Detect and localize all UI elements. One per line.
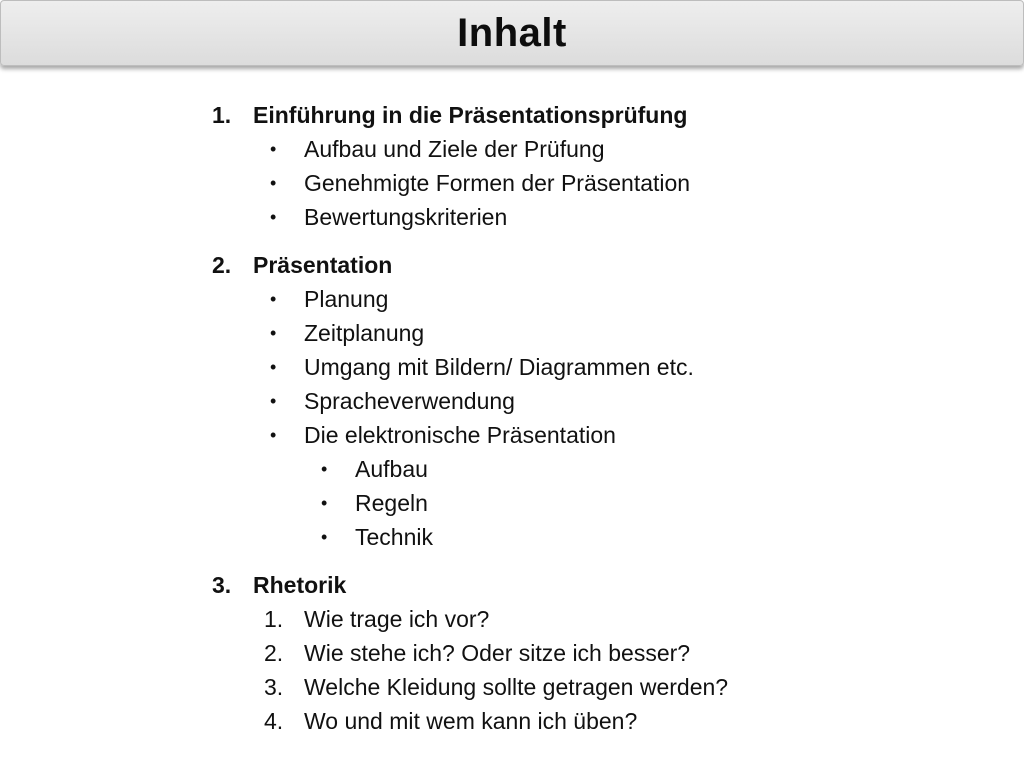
bullet-marker: • [270, 207, 277, 227]
section-heading [212, 568, 912, 602]
bullet-marker: • [270, 357, 277, 377]
section-heading [212, 248, 912, 282]
bullet-marker: • [270, 289, 277, 309]
section-title: Einführung in die Präsentationsprüfung [253, 102, 688, 128]
title-bar [0, 0, 1024, 66]
list-item-text: Bewertungskriterien [304, 204, 508, 230]
list-item-text: Wo und mit wem kann ich üben? [304, 708, 638, 734]
bullet-marker: • [321, 459, 328, 479]
bullet-marker: • [321, 493, 328, 513]
list-item [212, 384, 912, 418]
bullet-marker: • [270, 391, 277, 411]
section-title: Präsentation [253, 252, 393, 278]
sub-list-item-text: Aufbau [355, 456, 428, 482]
list-item [212, 418, 912, 452]
sub-list-item [212, 486, 912, 520]
list-item [212, 132, 912, 166]
bullet-marker: • [270, 323, 277, 343]
sub-list-item [212, 452, 912, 486]
list-item-text: Wie trage ich vor? [304, 606, 490, 632]
section-introduction [212, 98, 912, 234]
section-heading [212, 98, 912, 132]
list-item [212, 670, 912, 704]
section-presentation [212, 248, 912, 554]
section-number: 3. [212, 572, 232, 598]
list-item-text: Genehmigte Formen der Präsentation [304, 170, 691, 196]
list-item-text: Welche Kleidung sollte getragen werden? [304, 674, 729, 700]
item-number: 2. [264, 640, 284, 666]
list-item-text: Zeitplanung [304, 320, 425, 346]
section-number: 2. [212, 252, 232, 278]
list-item-text: Spracheverwendung [304, 388, 515, 414]
list-item-text: Aufbau und Ziele der Prüfung [304, 136, 605, 162]
list-item [212, 636, 912, 670]
list-item [212, 704, 912, 738]
sub-list-item-text: Technik [355, 524, 433, 550]
section-title: Rhetorik [253, 572, 347, 598]
list-item [212, 350, 912, 384]
bullet-marker: • [270, 173, 277, 193]
sub-list-item-text: Regeln [355, 490, 428, 516]
list-item-text: Umgang mit Bildern/ Diagrammen etc. [304, 354, 694, 380]
list-item [212, 602, 912, 636]
list-item-text: Die elektronische Präsentation [304, 422, 616, 448]
bullet-marker: • [270, 139, 277, 159]
section-rhetoric [212, 568, 912, 738]
list-item [212, 200, 912, 234]
list-item-text: Wie stehe ich? Oder sitze ich besser? [304, 640, 691, 666]
item-number: 3. [264, 674, 284, 700]
list-item [212, 282, 912, 316]
section-number: 1. [212, 102, 232, 128]
list-item-text: Planung [304, 286, 389, 312]
sub-list-item [212, 520, 912, 554]
table-of-contents [212, 98, 912, 752]
bullet-marker: • [270, 425, 277, 445]
list-item [212, 166, 912, 200]
bullet-marker: • [321, 527, 328, 547]
slide-title: Inhalt [457, 10, 567, 55]
item-number: 1. [264, 606, 284, 632]
item-number: 4. [264, 708, 284, 734]
list-item [212, 316, 912, 350]
